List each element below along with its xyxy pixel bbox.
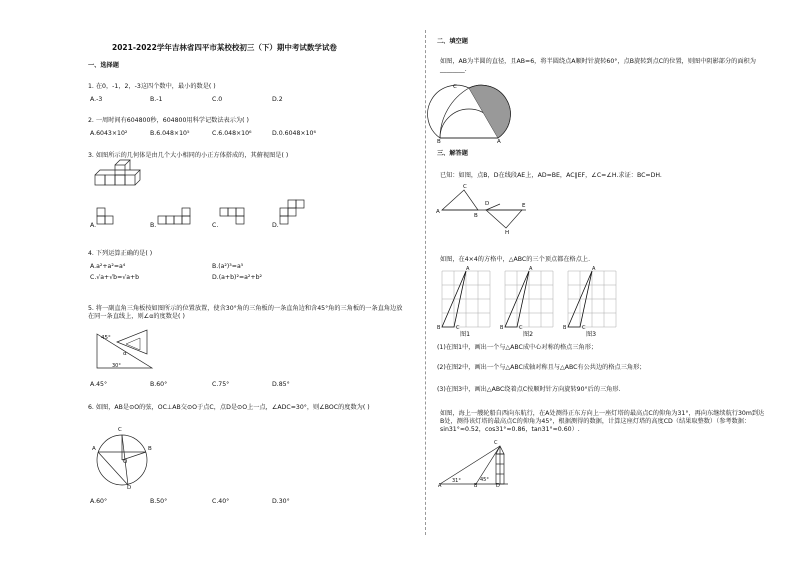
q8-label-d: D	[485, 201, 490, 207]
q8-stem: 已知：如图，点B，D在线段AE上，AD=BE，AC∥EF，∠C=∠H.求证：BC=DH.	[440, 172, 662, 179]
q2-stem: 2. 一周时间有604800秒，604800用科学记数法表示为( )	[88, 117, 249, 124]
q3-option-c-figure	[220, 208, 256, 228]
q3-option-d-figure	[280, 200, 316, 228]
q5-option-d: D.85°	[272, 381, 290, 388]
q10-label-d: D	[496, 483, 500, 489]
q9-fig3-label-b: B	[563, 325, 567, 331]
q2-option-b: B.6.048×10⁵	[150, 130, 190, 137]
q3-option-a-figure	[97, 208, 117, 228]
section-answer-heading: 三、解答题	[437, 150, 468, 157]
q5-label-45: 45°	[101, 335, 111, 341]
q7-label-a: A	[497, 139, 501, 145]
q9-fig2-label-a: A	[529, 266, 533, 272]
q5-option-c: C.75°	[212, 381, 230, 388]
q4-option-b: B.(a²)³=a⁵	[212, 263, 244, 270]
section-choice-heading: 一、选择题	[88, 62, 119, 69]
q9-part-3: (3)在图3中，画出△ABC绕着点C按顺时针方向旋转90°后的三角形.	[437, 386, 621, 393]
q6-label-c: C	[118, 427, 122, 433]
q9-grid-figure-2	[505, 271, 553, 329]
q9-caption-2: 图2	[523, 331, 534, 338]
q5-option-a: A.45°	[90, 381, 108, 388]
q3-option-c: C.	[212, 222, 219, 229]
q1-option-d: D.2	[272, 96, 283, 103]
q5-stem: 5. 将一副直角三角板按如图所示的位置放置，使含30°角的三角板的一条直角边和含45°角的三角板的一条直角边放在同一条直线上，则∠α的度数是( )	[88, 305, 403, 320]
q9-fig1-label-a: A	[466, 266, 470, 272]
q9-part-1: (1)在图1中，画出一个与△ABC成中心对称的格点三角形；	[437, 344, 598, 351]
q9-grid-figure-3	[568, 271, 616, 329]
q2-option-d: D.0.6048×10⁶	[272, 130, 316, 137]
q3-option-b: B.	[150, 222, 157, 229]
q9-stem: 如图，在4×4的方格中，△ABC的三个顶点都在格点上.	[440, 256, 591, 263]
q6-circle-figure	[95, 428, 149, 492]
q9-caption-1: 图1	[460, 331, 471, 338]
q6-stem: 6. 如图，AB是⊙O的弦，OC⊥AB交⊙O于点C，点D是⊙O上一点，∠ADC=30°，则∠BOC的度数为( )	[88, 404, 370, 411]
q7-stem: 如图，AB为半圆的直径，且AB=6，将半圆绕点A顺时针旋转60°，点B旋转到点C的位置，则图中阴影部分的面积为________.	[440, 58, 756, 73]
q7-label-b: B	[437, 139, 441, 145]
q5-label-alpha: α	[123, 351, 127, 357]
q5-label-30: 30°	[112, 363, 121, 369]
q6-option-b: B.50°	[150, 498, 168, 505]
q3-option-b-figure	[158, 208, 194, 228]
q6-option-d: D.30°	[272, 498, 290, 505]
q9-fig1-label-b: B	[437, 325, 441, 331]
q6-label-a: A	[92, 446, 96, 452]
q4-option-a: A.a²+a²=a⁴	[90, 263, 126, 270]
q6-option-c: C.40°	[212, 498, 230, 505]
q9-fig2-label-b: B	[500, 325, 504, 331]
q1-option-b: B.-1	[150, 96, 163, 103]
q6-label-d: D	[127, 485, 132, 491]
q10-label-b: B	[474, 483, 478, 489]
q4-stem: 4. 下列运算正确的是( )	[88, 250, 153, 257]
q10-label-45: 45°	[480, 477, 489, 483]
q8-label-e: E	[522, 203, 526, 209]
q6-label-o: O	[123, 459, 128, 465]
q8-label-a: A	[436, 209, 440, 215]
q2-option-a: A.6043×10²	[90, 130, 128, 137]
q9-fig3-label-a: A	[592, 266, 596, 272]
q8-label-c: C	[463, 184, 467, 190]
q7-label-c: C	[453, 84, 457, 90]
q8-label-h: H	[505, 230, 510, 236]
q3-option-d: D.	[272, 222, 279, 229]
q4-option-c: C.√a+√b=√a+b	[90, 274, 140, 281]
q9-fig2-label-c: C	[519, 325, 523, 331]
q10-label-a: A	[438, 483, 442, 489]
q10-label-c: C	[494, 440, 498, 446]
q6-label-b: B	[148, 446, 152, 452]
q4-option-d: D.(a+b)²=a²+b²	[212, 274, 262, 281]
q10-label-31: 31°	[452, 478, 461, 484]
q9-grid-figure-1	[442, 271, 490, 329]
q3-option-a: A.	[90, 222, 97, 229]
section-fill-heading: 二、填空题	[437, 38, 468, 45]
q2-option-c: C.6.048×10⁶	[212, 130, 252, 137]
q8-triangles-figure	[440, 184, 532, 232]
q9-fig3-label-c: C	[582, 325, 586, 331]
q6-option-a: A.60°	[90, 498, 108, 505]
q1-option-a: A.-3	[90, 96, 103, 103]
q9-caption-3: 图3	[586, 331, 597, 338]
q7-semicircle-figure	[436, 80, 508, 142]
q3-stem: 3. 如图所示的几何体是由几个大小相同的小正方体搭成的，其俯视图是( )	[88, 152, 289, 159]
q1-stem: 1. 在0，-1，2，-3这四个数中，最小的数是( )	[88, 83, 216, 90]
q10-stem: 如图，海上一艘轮船自西向东航行，在A处测得正东方向上一座灯塔的最高点C的仰角为31°，再向东继续航行30m到达B处，测得该灯塔的最高点C的仰角为45°，根据测得的数据，计算这座灯塔的高度CD（结果取整数）（参考数据：sin31°≈0.52，cos31°≈0.86，tan31°≈0.60）.	[440, 410, 765, 433]
q9-part-2: (2)在图2中，画出一个与△ABC成轴对称且与△ABC有公共边的格点三角形；	[437, 364, 646, 371]
q3-solid-figure	[95, 167, 145, 191]
q1-option-c: C.0	[212, 96, 223, 103]
q5-option-b: B.60°	[150, 381, 168, 388]
exam-title: 2021-2022学年吉林省四平市某校校初三（下）期中考试数学试卷	[112, 43, 337, 52]
q8-label-b: B	[474, 213, 478, 219]
q9-fig1-label-c: C	[456, 325, 460, 331]
column-divider	[425, 30, 426, 535]
